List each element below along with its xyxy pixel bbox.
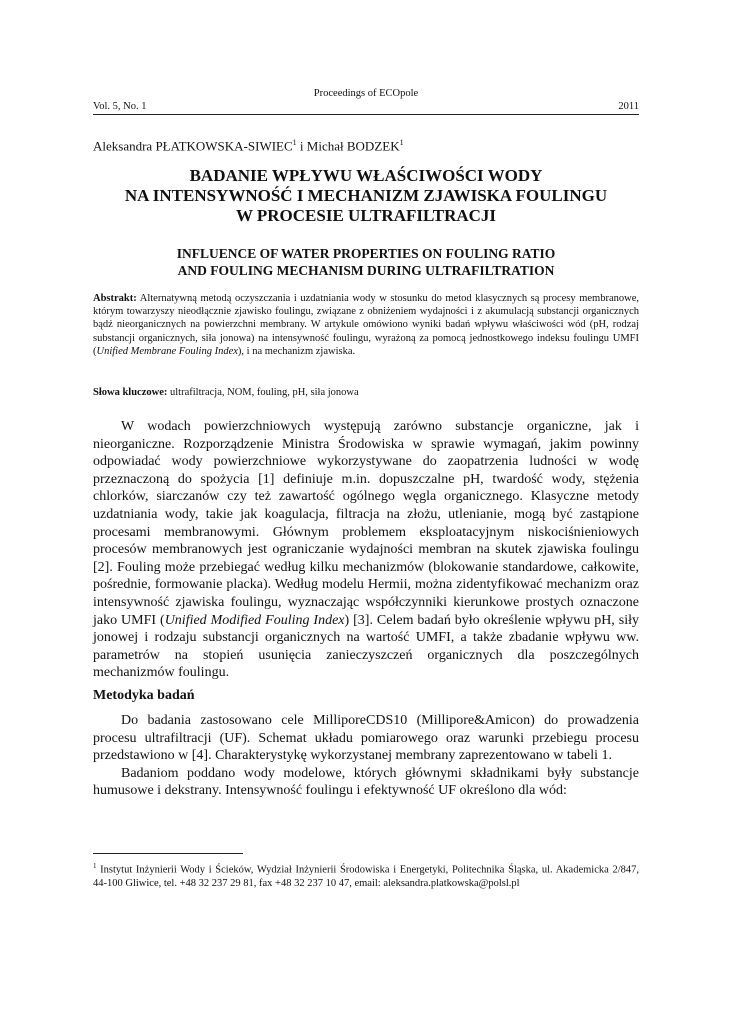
author-line xyxy=(93,138,404,154)
title-polish-line: NA INTENSYWNOŚĆ I MECHANIZM ZJAWISKA FOULINGU xyxy=(124,186,608,205)
title-polish-line: BADANIE WPŁYWU WŁAŚCIWOŚCI WODY xyxy=(189,166,543,185)
keywords-text: ultrafiltracja, NOM, fouling, pH, siła jonowa xyxy=(167,387,359,398)
title-polish xyxy=(93,166,639,226)
section-heading: Metodyka badań xyxy=(93,688,195,703)
author-2-affiliation-mark: 1 xyxy=(399,138,404,147)
publication-year: 2011 xyxy=(618,101,639,112)
title-english-line: INFLUENCE OF WATER PROPERTIES ON FOULING RATIO xyxy=(176,246,556,261)
author-2: Michał BODZEK xyxy=(306,138,400,154)
abstract-label: Abstrakt: xyxy=(93,293,137,304)
title-polish-line: W PROCESIE ULTRAFILTRACJI xyxy=(235,206,497,225)
footnote xyxy=(93,860,639,890)
methods-paragraph-2: Badaniom poddano wody modelowe, których głównymi składnikami były substancje humusowe i dekstrany. Intensywność foulingu i efektywność UF określono dla wód: xyxy=(93,765,639,799)
intro-text-end: ) [3]. Celem badań było określenie wpływu pH, siły jonowej i rodzaju substancji organicznych na wartość UMFI, a także zbadanie wpływu ww. parametrów na stopień usunięcia zanieczyszczeń organicznych dla poszczególnych mechanizmów foulingu. xyxy=(93,612,639,681)
intro-italic-term: Unified Modified Fouling Index xyxy=(164,612,345,628)
author-1-affiliation-mark: 1 xyxy=(292,138,297,147)
footnote-text: Instytut Inżynierii Wody i Ścieków, Wydział Inżynierii Środowiska i Energetyki, Politechnika Śląska, ul. Akademicka 2/847, 44-100 Gliwice, tel. +48 32 237 29 81, fax +48 32 237 10 47, email: aleksandra.platkowska@polsl.pl xyxy=(93,864,639,889)
abstract-italic-term: Unified Membrane Fouling Index xyxy=(96,345,238,357)
author-1: Aleksandra PŁATKOWSKA-SIWIEC xyxy=(93,138,293,154)
abstract xyxy=(93,292,639,358)
keywords xyxy=(93,387,639,398)
title-english xyxy=(93,245,639,279)
title-english-line: AND FOULING MECHANISM DURING ULTRAFILTRATION xyxy=(177,263,555,278)
methods-paragraph-1: Do badania zastosowano cele MilliporeCDS10 (Millipore&Amicon) do prowadzenia procesu ultrafiltracji (UF). Schemat układu pomiarowego oraz warunki przebiegu procesu przedstawiono w [4]. Charakterystykę wykorzystanej membrany zaprezentowano w tabeli 1. xyxy=(93,713,639,764)
keywords-label: Słowa kluczowe: xyxy=(93,387,168,398)
methods-body xyxy=(93,712,639,800)
intro-text: W wodach powierzchniowych występują zarówno substancje organiczne, jak i nieorganiczne. Rozporządzenie Ministra Środowiska w sprawie wymagań, jakim powinny odpowiadać wody powierzchniowe wykorzystywane do zaopatrzenia ludności w wodę przeznaczoną do spożycia [1] definiuje m.in. dopuszczalne pH, twardość wody, stężenia chlorków, siarczanów czy też zawartość ogólnego węgla organicznego. Klasyczne metody uzdatniania wody, takie jak koagulacja, filtracja na złożu, utlenianie, mogą być zastąpione procesami membranowymi. Głównym problemem eksploatacyjnym niskociśnieniowych procesów membranowych jest ograniczanie wydajności membran na skutek zjawiska foulingu [2]. Fouling może przebiegać według kilku mechanizmów (blokowanie standardowe, całkowite, pośrednie, formowanie placka). Według modelu Hermii, można zidentyfikować mechanizm oraz intensywność zjawiska foulingu, wyznaczając współczynniki kierunkowe prostych oznaczone jako UMFI ( xyxy=(93,419,639,628)
journal-name: Proceedings of ECOpole xyxy=(313,88,419,99)
abstract-text: Alternatywną metodą oczyszczania i uzdatniania wody w stosunku do metod klasycznych są procesy membranowe, którym towarzyszy nieodłącznie zjawisko foulingu, związane z obniżeniem wydajności i z akumulacją substancji organicznych bądź nieorganicznych na powierzchni membrany. W artykule omówiono wyniki badań wpływu właściwości wód (pH, rodzaj substancji organicznych, siła jonowa) na intensywność foulingu, wyrażoną za pomocą jednostkowego indeksu foulingu UMFI ( xyxy=(93,293,639,357)
footnote-divider xyxy=(93,853,243,854)
volume-row xyxy=(93,101,639,115)
author-connector: i xyxy=(296,138,307,154)
intro-paragraph xyxy=(93,418,639,682)
volume-number: Vol. 5, No. 1 xyxy=(93,101,147,112)
footnote-mark: 1 xyxy=(93,862,97,870)
abstract-text-end: ), i na mechanizm zjawiska. xyxy=(237,345,356,357)
